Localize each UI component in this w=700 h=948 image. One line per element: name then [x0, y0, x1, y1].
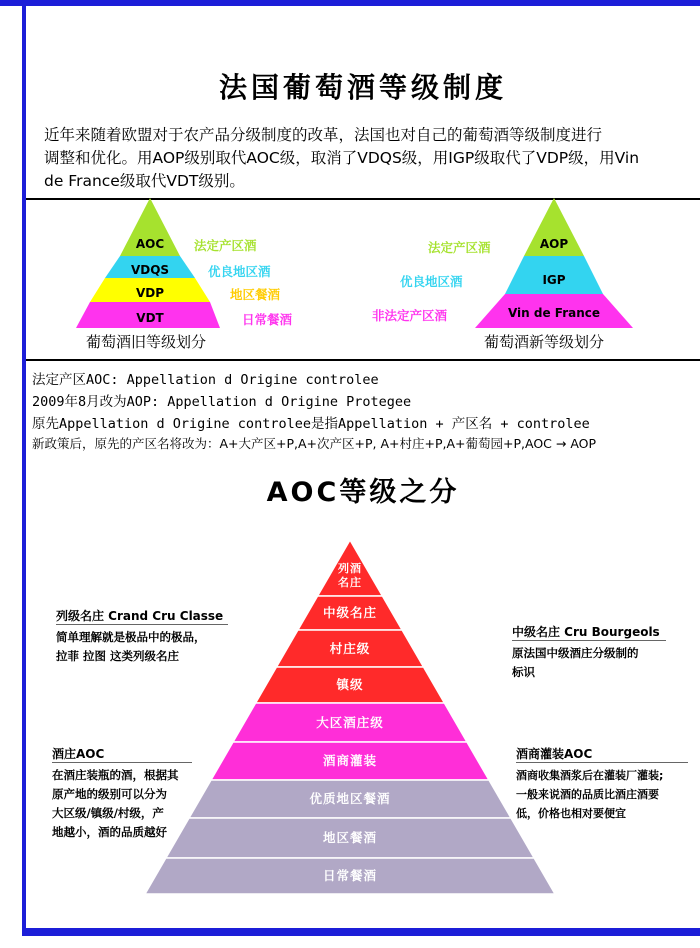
cru-bourgeois-body-line: 原法国中级酒庄分级制的 [512, 646, 639, 660]
grand-cru-body-line: 简单理解就是极品中的极品， [56, 630, 206, 644]
aoc-tier-label: 地区餐酒 [322, 830, 377, 845]
chateau-aoc-underline [52, 762, 192, 763]
old-desc-vdp: 地区餐酒 [230, 287, 281, 302]
old-desc-aoc: 法定产区酒 [194, 238, 257, 253]
old-desc-vdqs: 优良地区酒 [208, 264, 271, 279]
chateau-aoc-body-line: 大区级/镇级/村级，产 [52, 806, 164, 820]
note-line-3: 原先Appellation d Origine controlee是指Appellation + 产区名 + controlee [32, 416, 590, 432]
grand-cru-underline [56, 624, 228, 625]
new-tier-aop-label: AOP [539, 237, 569, 251]
intro-line-2: 调整和优化。用AOP级别取代AOC级，取消了VDQS级，用IGP级取代了VDP级，用Vin [44, 149, 640, 167]
new-desc-igp: 优良地区酒 [400, 274, 463, 289]
chateau-aoc-body-line: 在酒庄装瓶的酒，根据其 [52, 768, 179, 782]
new-desc-aop: 法定产区酒 [428, 240, 491, 255]
old-tier-vdqs-label: VDQS [130, 263, 170, 277]
new-system-caption: 葡萄酒新等级划分 [484, 333, 605, 351]
intro-line-3: de France级取代VDT级别。 [44, 172, 245, 190]
cru-bourgeois-underline [512, 640, 666, 641]
old-desc-vdt: 日常餐酒 [242, 312, 293, 327]
negociant-aoc-body-line: 低，价格也相对要便宜 [516, 807, 626, 820]
old-system-caption: 葡萄酒旧等级划分 [86, 333, 207, 351]
divider-bottom [26, 359, 700, 361]
negociant-aoc-underline [516, 762, 688, 763]
aoc-tier-label: 列酒 名庄 [338, 562, 362, 589]
new-desc-vdf: 非法定产区酒 [372, 308, 448, 323]
bottom-border [22, 928, 700, 936]
old-tier-vdt-label: VDT [136, 311, 164, 325]
negociant-aoc-body-line: 酒商收集酒浆后在灌装厂灌装; [516, 769, 664, 782]
intro-line-1: 近年来随着欧盟对于农产品分级制度的改革，法国也对自己的葡萄酒等级制度进行 [44, 126, 603, 144]
new-tier-vdf-label: Vin de France [507, 306, 601, 320]
cru-bourgeois-title: 中级名庄 Cru Bourgeols [512, 625, 660, 639]
old-tier-vdp-label: VDP [135, 286, 165, 300]
note-line-2: 2009年8月改为AOP: Appellation d Origine Protegee [32, 394, 412, 410]
cru-bourgeois-body-line: 标识 [512, 665, 535, 679]
page-title: 法国葡萄酒等级制度 [218, 71, 507, 104]
negociant-aoc-body-line: 一般来说酒的品质比酒庄酒要 [516, 788, 659, 801]
negociant-aoc-title: 酒商灌装AOC [516, 747, 593, 761]
aoc-tier-label: 大区酒庄级 [316, 714, 384, 730]
note-line-1: 法定产区AOC: Appellation d Origine controlee [32, 372, 379, 388]
aoc-tier-label: 酒商灌装 [322, 753, 377, 768]
note-line-4: 新政策后，原先的产区名将改为：A+大产区+P,A+次产区+P, A+村庄+P,A+葡萄园+P,AOC → AOP [32, 436, 597, 451]
chateau-aoc-body-line: 原产地的级别可以分为 [52, 787, 167, 801]
old-tier-aoc-label: AOC [135, 237, 165, 251]
chateau-aoc-body-line: 地越小，酒的品质越好 [52, 825, 167, 839]
intro-paragraph [44, 124, 684, 193]
new-tier-igp-label: IGP [542, 273, 566, 287]
grand-cru-body [56, 628, 206, 666]
cru-bourgeois-body [512, 644, 639, 682]
grand-cru-body-line: 拉菲 拉图 这类列级名庄 [56, 649, 180, 663]
aoc-tier-label: 优质地区餐酒 [309, 791, 391, 806]
aoc-tier-label: 村庄级 [329, 640, 371, 656]
chateau-aoc-title: 酒庄AOC [52, 747, 105, 761]
aoc-tier-label: 日常餐酒 [322, 868, 377, 883]
aoc-tier-label: 镇级 [336, 677, 364, 692]
grand-cru-title: 列级名庄 Crand Cru Classe [56, 609, 224, 623]
chateau-aoc-body [52, 766, 179, 842]
top-border [0, 0, 700, 6]
negociant-aoc-body [516, 766, 663, 823]
aoc-tier-label: 中级名庄 [322, 605, 377, 620]
aoc-title: AOC等级之分 [266, 477, 460, 508]
